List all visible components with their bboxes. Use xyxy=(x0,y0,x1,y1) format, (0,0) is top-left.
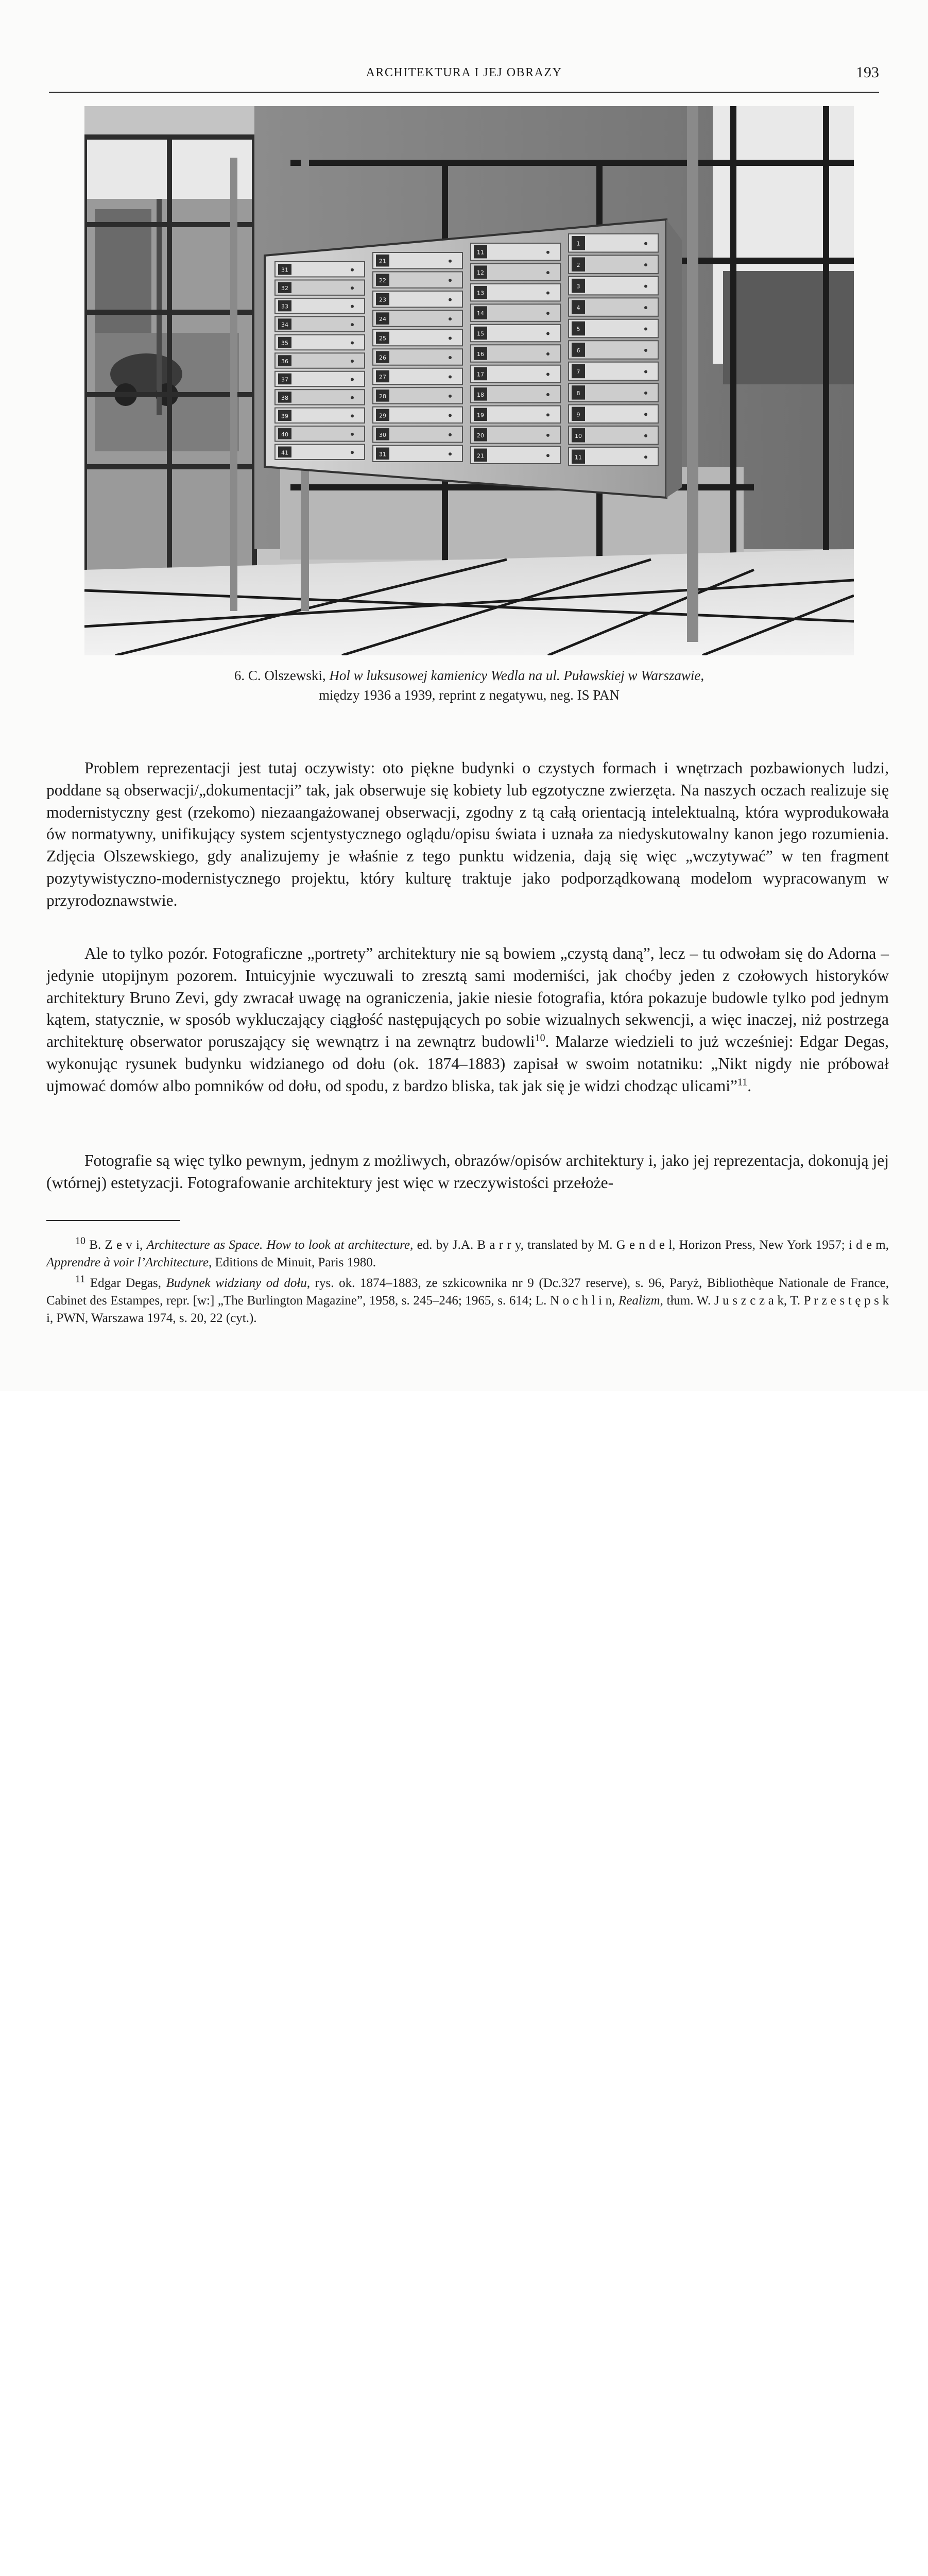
mailbox-keyhole xyxy=(351,433,354,436)
mailbox-keyhole xyxy=(449,279,452,282)
mailbox-number: 10 xyxy=(575,432,582,439)
paragraph-2-text xyxy=(46,943,889,1097)
mailbox-number: 3 xyxy=(576,283,580,290)
mailbox-number: 17 xyxy=(477,371,484,378)
mailbox-number: 33 xyxy=(281,303,288,310)
mailbox-number: 26 xyxy=(379,354,386,361)
paragraph-2-part-b: . Malarze wiedzieli to już wcześniej: Edgar Degas, wykonując rysunek budynku widzianego od dołu (ok. 1874–1883) zapisał w swoim notatniku: „Nikt nigdy nie próbował ujmować domów albo pomników od dołu, od spodu, z bardzo bliska, tak jak się je widzi chodząc ulicami” xyxy=(46,1032,889,1095)
mailbox-number: 4 xyxy=(576,304,580,312)
mailbox-keyhole xyxy=(546,372,549,376)
mailbox-keyhole xyxy=(546,454,549,457)
mailbox-number: 6 xyxy=(576,347,580,354)
mailbox-number: 41 xyxy=(281,449,288,456)
fn10-title-2: Apprendre à voir l’Architecture xyxy=(46,1256,209,1269)
mailbox-number: 15 xyxy=(477,330,484,337)
running-head: ARCHITEKTURA I JEJ OBRAZY xyxy=(366,66,562,79)
mailbox-keyhole xyxy=(644,263,647,266)
paragraph-1 xyxy=(46,757,889,912)
mailbox-number: 9 xyxy=(576,411,580,418)
mailbox-number: 11 xyxy=(477,249,484,256)
caption-author: 6. C. Olszewski, xyxy=(234,668,330,683)
mailbox-keyhole xyxy=(644,328,647,331)
mailbox-keyhole xyxy=(546,292,549,295)
mailbox-number: 24 xyxy=(379,316,386,323)
mailbox-keyhole xyxy=(644,434,647,437)
mailbox-number: 25 xyxy=(379,335,386,342)
mailbox-number: 29 xyxy=(379,412,386,419)
mailbox-number: 8 xyxy=(576,389,580,397)
mailbox-keyhole xyxy=(449,433,452,436)
mailbox-keyhole xyxy=(351,305,354,308)
mailbox-keyhole xyxy=(351,396,354,399)
mailbox-number: 31 xyxy=(281,266,288,274)
mailbox-number: 34 xyxy=(281,321,288,329)
mailbox-cabinet xyxy=(265,219,682,498)
fn11-title-2: Realizm xyxy=(618,1294,660,1308)
mailbox-keyhole xyxy=(351,414,354,417)
mailbox-keyhole xyxy=(644,306,647,309)
footnote-10-number: 10 xyxy=(75,1235,85,1247)
mailbox-number: 28 xyxy=(379,393,386,400)
mailbox-keyhole xyxy=(546,434,549,437)
mailbox-keyhole xyxy=(351,286,354,290)
fn10-title: Architecture as Space. How to look at architecture xyxy=(146,1238,410,1252)
mailbox-number: 32 xyxy=(281,285,288,292)
footnote-11 xyxy=(46,1275,889,1327)
mailbox-keyhole xyxy=(644,370,647,373)
mailbox-number: 21 xyxy=(477,452,484,460)
paragraph-2-part-a: Ale to tylko pozór. Fotograficzne „portrety” architektury nie są bowiem „czystą daną”, lecz – tu odwołam się do Adorna – jedynie utopijnym pozorem. Intuicyjnie wyczuwali to zresztą sami moderniści, jak choćby jeden z czołowych historyków architektury Bruno Zevi, gdy zwracał uwagę na ograniczenia, jakie niesie fotografia, która pokazuje budowle tylko pod jednym kątem, statycznie, w sposób wykluczający ciągłość następujących po sobie wizualnych sekwencji, a więc inaczej, niż postrzega architekturę obserwator poruszający się wewnątrz i na zewnątrz budowli xyxy=(46,944,889,1051)
mailbox-keyhole xyxy=(546,332,549,335)
mailbox-keyhole xyxy=(546,413,549,416)
mailbox-number: 39 xyxy=(281,413,288,420)
footnote-10 xyxy=(46,1236,889,1272)
mailbox-keyhole xyxy=(351,268,354,272)
fn11-a: Edgar Degas, xyxy=(85,1276,166,1290)
mailbox-number: 40 xyxy=(281,431,288,438)
mailbox-number: 37 xyxy=(281,376,288,383)
mailbox-number: 30 xyxy=(379,431,386,438)
paragraph-2-part-c: . xyxy=(747,1076,752,1095)
footnote-11-number: 11 xyxy=(75,1273,85,1285)
mailbox-number: 23 xyxy=(379,296,386,303)
fn10-e: , Editions de Minuit, Paris 1980. xyxy=(208,1256,376,1269)
mailbox-number: 19 xyxy=(477,412,484,419)
mailbox-keyhole xyxy=(449,395,452,398)
mailbox-keyhole xyxy=(546,312,549,315)
fn11-title: Budynek widziany od dołu xyxy=(166,1276,307,1290)
mailbox-keyhole xyxy=(351,378,354,381)
mailbox-number: 7 xyxy=(576,368,580,376)
mailbox-number: 22 xyxy=(379,277,386,284)
mailbox-number: 12 xyxy=(477,269,484,277)
caption-title: Hol w luksusowej kamienicy Wedla na ul. Puławskiej w Warszawie, xyxy=(329,668,704,683)
mailbox-keyhole xyxy=(546,251,549,254)
mailbox-keyhole xyxy=(449,356,452,359)
mailbox-number: 16 xyxy=(477,351,484,358)
paragraph-2 xyxy=(46,943,889,1097)
paragraph-1-text: Problem reprezentacji jest tutaj oczywisty: oto piękne budynki o czystych formach i wnętrzach pozbawionych ludzi, poddane są obserwacji/„dokumentacji” tak, jak obserwuje się kobiety lub egzotyczne zwierzęta. Na naszych oczach realizuje się modernistyczny gest (rzekomo) niezaangażowanej obserwacji, zgodny z tą całą orientacją intelektualną, która wyprodukowała ów normatywny, unifikujący system scjentystycznego oglądu/opisu świata i uznała za niedyskutowalny kanon jego rozumienia. Zdjęcia Olszewskiego, gdy analizujemy je właśnie z tego punktu widzenia, dają się więc „wczytywać” w ten fragment pozytywistyczno-modernistycznego projektu, który kulturę traktuje jako podporządkowaną modelom wypracowanym w przyrodoznawstwie. xyxy=(46,759,889,909)
mailbox-number: 38 xyxy=(281,394,288,401)
mailbox-keyhole xyxy=(351,451,354,454)
mailbox-number: 35 xyxy=(281,340,288,347)
fn11-e: , tłum. W. J u s z c z a k, T. P r z e s t ę p s k i, PWN, Warszawa 1974, s. 20, 22 (cyt.). xyxy=(46,1294,889,1325)
mailbox-keyhole xyxy=(449,414,452,417)
figure-caption-line1 xyxy=(84,666,854,685)
mailbox-number: 14 xyxy=(477,310,484,317)
fn11-c: , rys. ok. 1874–1883, ze szkicownika nr 9 (Dc.327 reserve), s. 96, Paryż, Bibliothèque Nationale de France, Cabinet des Estampes, repr. [w:] „The Burlington Magazine”, 1958, s. 245–246; 1965, s. 614; L. N o c h l i n, xyxy=(46,1276,889,1308)
mailbox-number: 27 xyxy=(379,374,386,381)
mailbox-keyhole xyxy=(351,360,354,363)
fn10-c: , ed. by J.A. B a r r y, translated by M. G e n d e l, Horizon Press, New York 1957; i d e m, xyxy=(410,1238,889,1252)
mailbox-keyhole xyxy=(546,393,549,396)
viewer-footer xyxy=(0,1391,928,1459)
footnote-ref-11[interactable]: 11 xyxy=(737,1076,748,1088)
mailbox-keyhole xyxy=(351,323,354,326)
mailbox-keyhole xyxy=(644,242,647,245)
mailbox-keyhole xyxy=(449,260,452,263)
mailbox-keyhole xyxy=(449,452,452,455)
mailbox-keyhole xyxy=(644,413,647,416)
mailbox-keyhole xyxy=(546,271,549,274)
mailbox-keyhole xyxy=(449,337,452,340)
paragraph-3 xyxy=(46,1150,889,1194)
mailbox-number: 2 xyxy=(576,262,580,269)
mailbox-number: 21 xyxy=(379,258,386,265)
mailbox-keyhole xyxy=(644,349,647,352)
mailbox-number: 5 xyxy=(576,326,580,333)
mailbox-number: 11 xyxy=(575,454,582,461)
mailbox-number: 1 xyxy=(576,240,580,247)
mailbox-number: 20 xyxy=(477,432,484,439)
mailbox-keyhole xyxy=(546,352,549,355)
footnote-rule xyxy=(46,1220,180,1221)
mailbox-keyhole xyxy=(449,375,452,378)
mailbox-number: 31 xyxy=(379,451,386,458)
mailbox-keyhole xyxy=(644,392,647,395)
mailbox-keyhole xyxy=(644,455,647,459)
footnote-ref-10[interactable]: 10 xyxy=(535,1032,545,1044)
mailbox-number: 13 xyxy=(477,290,484,297)
paragraph-3-text: Fotografie są więc tylko pewnym, jednym z możliwych, obrazów/opisów architektury i, jako jej reprezentacja, dokonują jej (wtórnej) estetyzacji. Fotografowanie architektury jest więc w rzeczywistości przełoże- xyxy=(46,1151,889,1192)
photograph-mailbox-hall xyxy=(84,106,854,655)
page-header xyxy=(49,66,879,93)
figure-caption-line2: między 1936 a 1939, reprint z negatywu, neg. IS PAN xyxy=(319,687,620,703)
mailbox-keyhole xyxy=(449,317,452,320)
mailbox-keyhole xyxy=(449,298,452,301)
mailbox-number: 36 xyxy=(281,358,288,365)
mailbox-number: 18 xyxy=(477,391,484,398)
page-number: 193 xyxy=(856,64,879,81)
mailbox-keyhole xyxy=(644,285,647,288)
mailbox-keyhole xyxy=(351,342,354,345)
fn10-a: B. Z e v i, xyxy=(85,1238,147,1252)
